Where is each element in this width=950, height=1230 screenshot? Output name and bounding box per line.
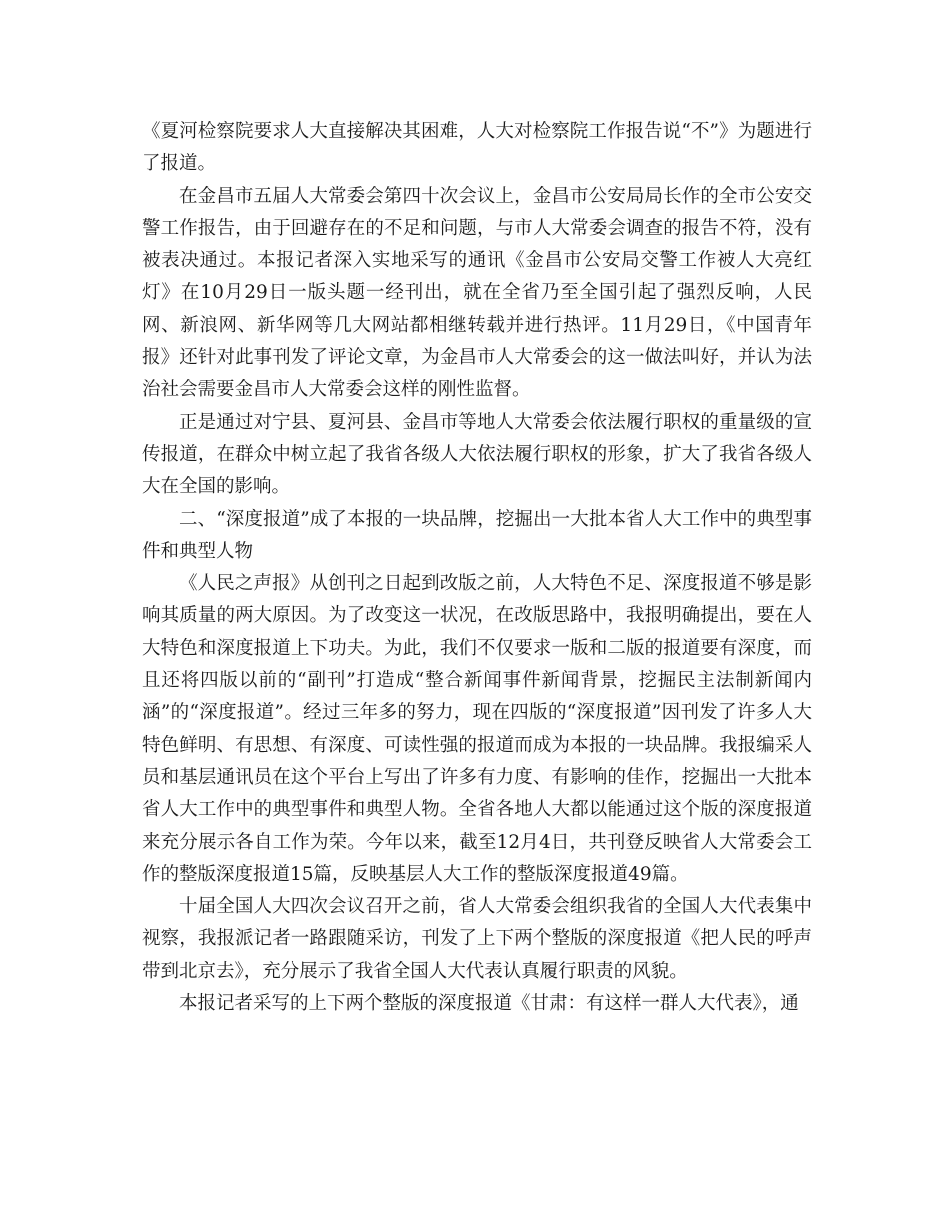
paragraph-1: 《夏河检察院要求人大直接解决其困难，人大对检察院工作报告说“不”》为题进行了报道。 bbox=[142, 121, 812, 175]
document-body bbox=[142, 116, 812, 1020]
paragraph-6: 十届全国人大四次会议召开之前，省人大常委会组织我省的全国人大代表集中视察，我报派记者一路跟随采访，刊发了上下两个整版的深度报道《把人民的呼声带到北京去》，充分展示了我省全国人大代表认真履行职责的风貌。 bbox=[142, 896, 812, 982]
paragraph-7: 本报记者采写的上下两个整版的深度报道《甘肃：有这样一群人大代表》，通 bbox=[179, 993, 799, 1015]
paragraph-3: 正是通过对宁县、夏河县、金昌市等地人大常委会依法履行职权的重量级的宣传报道，在群众中树立起了我省各级人大依法履行职权的形象，扩大了我省各级人大在全国的影响。 bbox=[142, 411, 812, 498]
paragraph-5: 《人民之声报》从创刊之日起到改版之前，人大特色不足、深度报道不够是影响其质量的两大原因。为了改变这一状况，在改版思路中，我报明确提出，要在人大特色和深度报道上下功夫。为此，我们不仅要求一版和二版的报道要有深度，而且还将四版以前的“副刊”打造成“整合新闻事件新闻背景，挖掘民主法制新闻内涵”的“深度报道”。经过三年多的努力，现在四版的“深度报道”因刊发了许多人大特色鲜明、有思想、有深度、可读性强的报道而成为本报的一块品牌。我报编采人员和基层通讯员在这个平台上写出了许多有力度、有影响的佳作，挖掘出一大批本省人大工作中的典型事件和典型人物。全省各地人大都以能通过这个版的深度报道来充分展示各自工作为荣。今年以来，截至12月4日，共刊登反映省人大常委会工作的整版深度报道15篇，反映基层人大工作的整版深度报道49篇。 bbox=[142, 573, 812, 885]
paragraph-2: 在金昌市五届人大常委会第四十次会议上，金昌市公安局局长作的全市公安交警工作报告，由于回避存在的不足和问题，与市人大常委会调查的报告不符，没有被表决通过。本报记者深入实地采写的通讯《金昌市公安局交警工作被人大亮红灯》在10月29日一版头题一经刊出，就在全省乃至全国引起了强烈反响，人民网、新浪网、新华网等几大网站都相继转载并进行热评。11月29日，《中国青年报》还针对此事刊发了评论文章，为金昌市人大常委会的这一做法叫好，并认为法治社会需要金昌市人大常委会这样的刚性监督。 bbox=[142, 185, 812, 401]
section-heading: 二、“深度报道”成了本报的一块品牌，挖掘出一大批本省人大工作中的典型事件和典型人物 bbox=[142, 508, 812, 562]
